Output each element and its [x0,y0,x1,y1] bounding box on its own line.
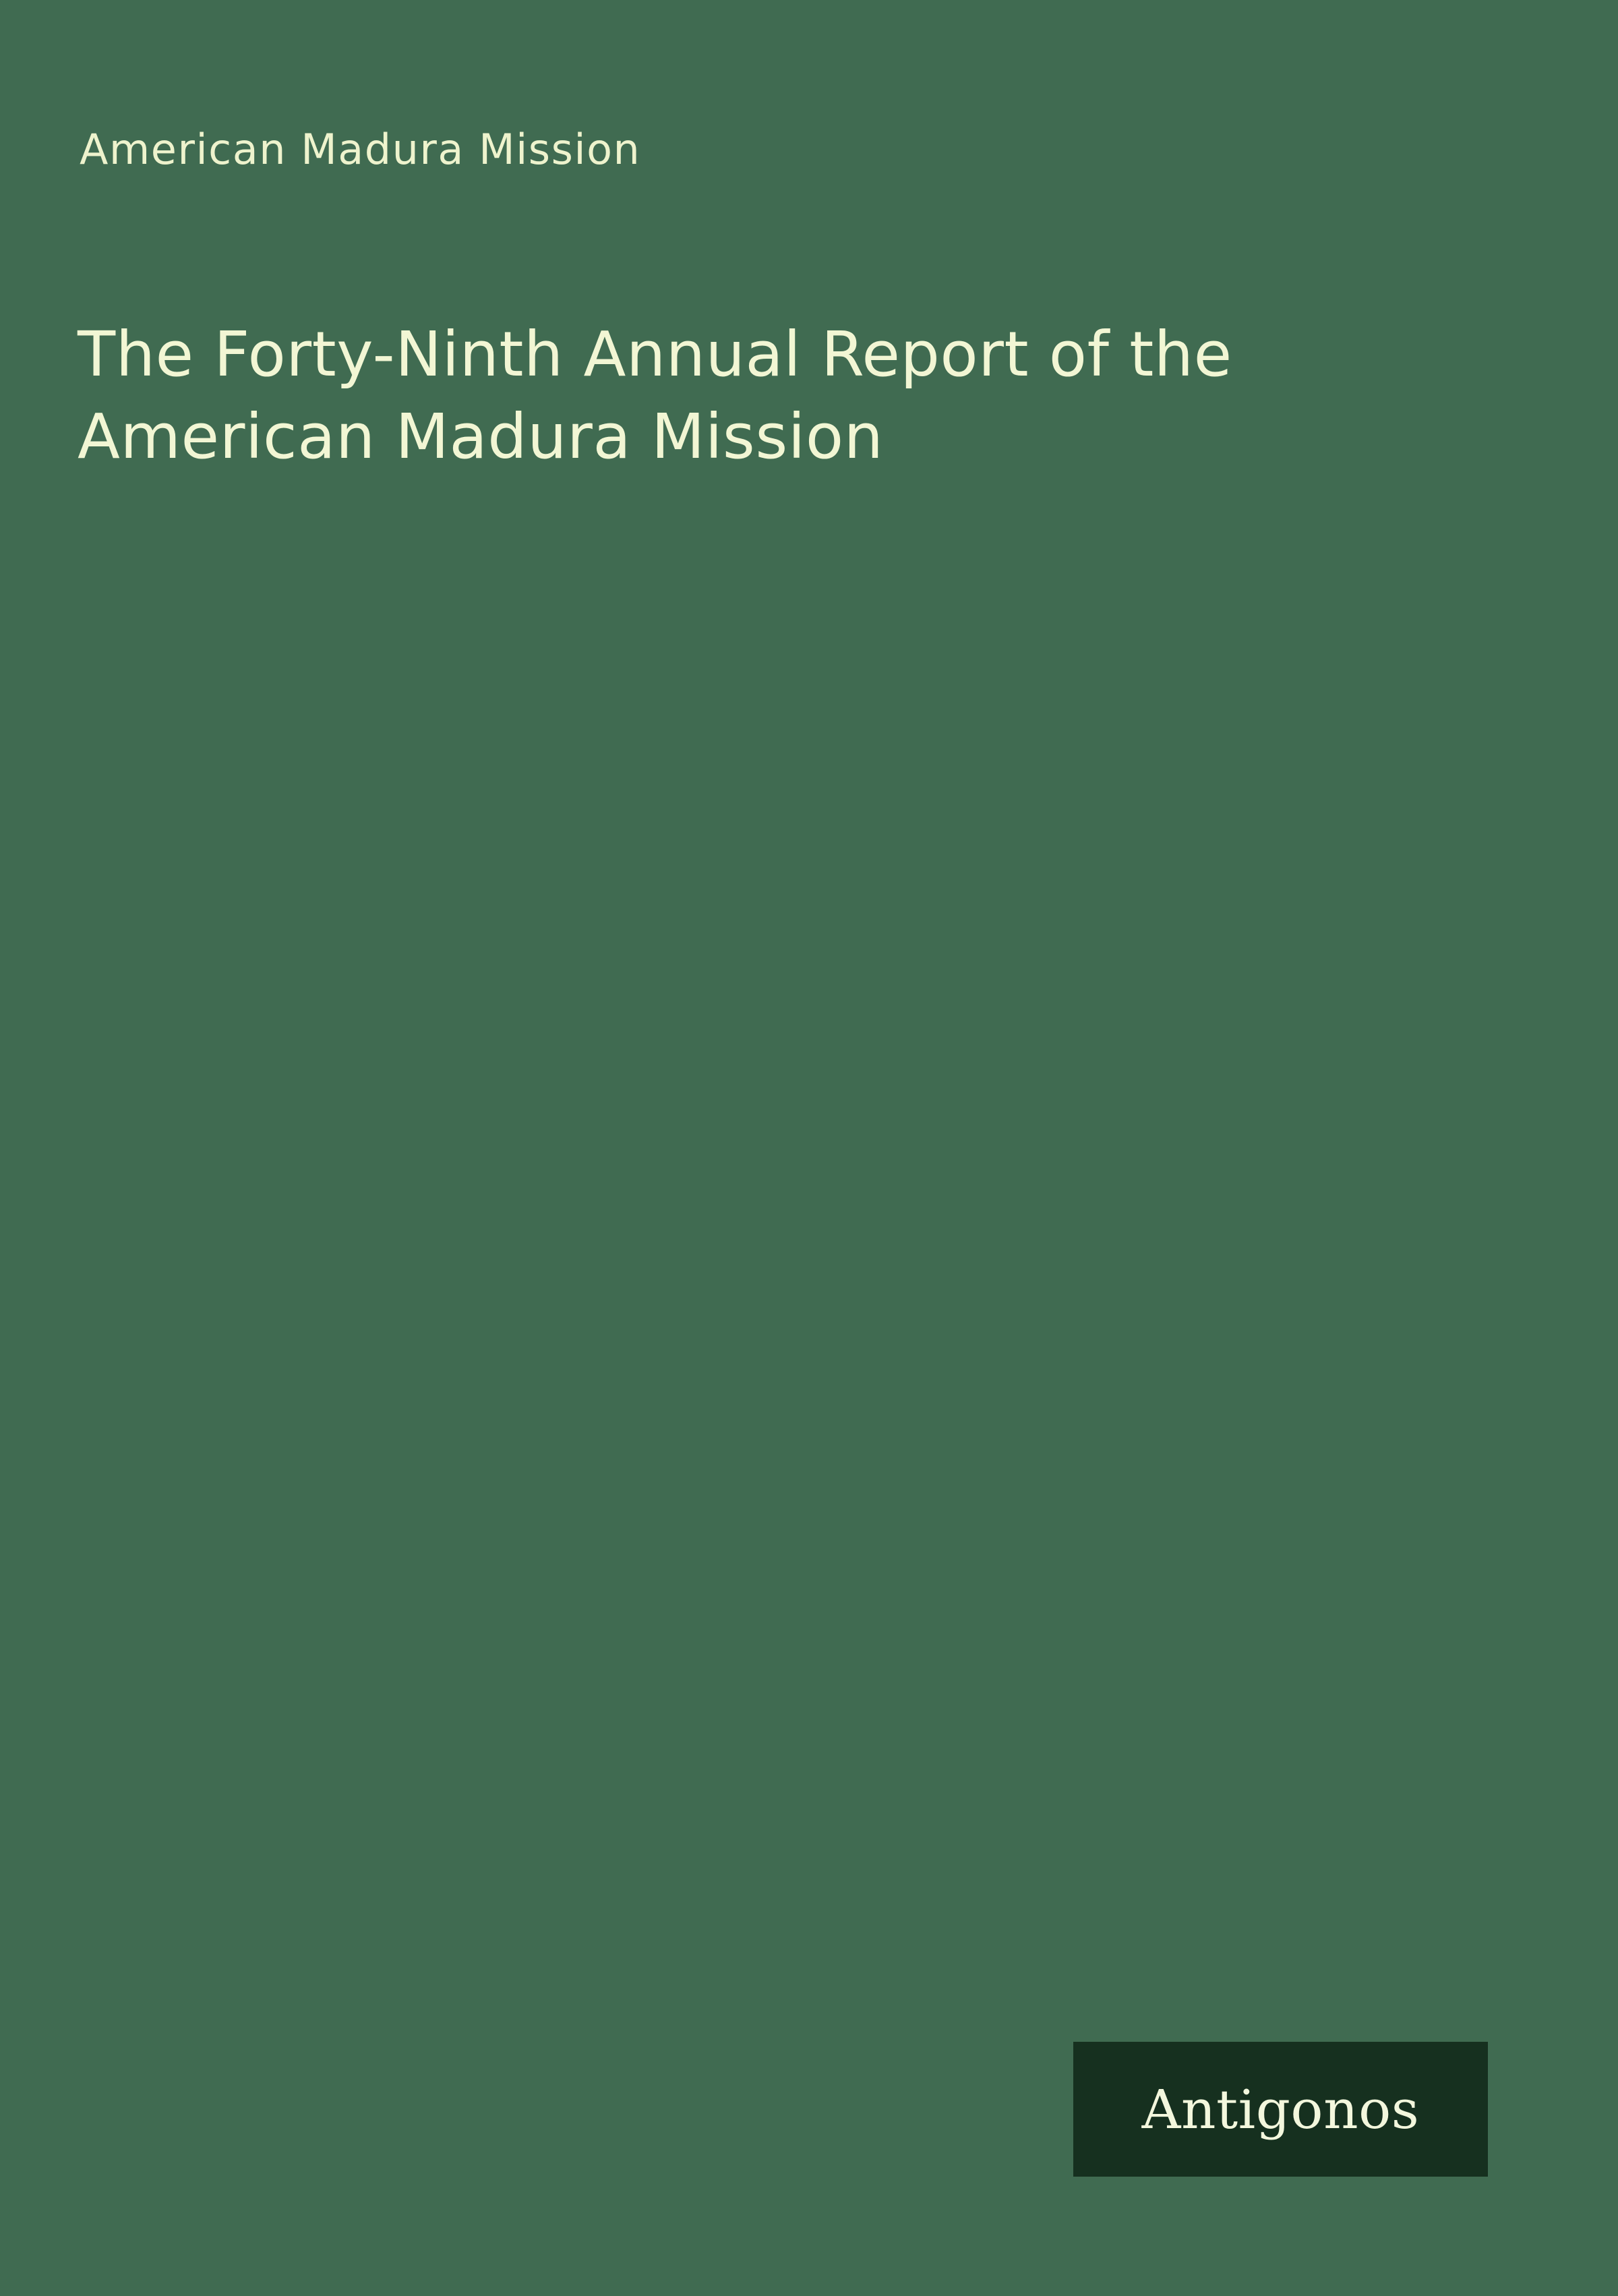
author-name: American Madura Mission [80,125,641,174]
publisher-name: Antigonos [1141,2078,1420,2141]
book-title: The Forty-Ninth Annual Report of the American Madura Mission [78,318,1232,473]
publisher-badge [1073,2042,1488,2177]
